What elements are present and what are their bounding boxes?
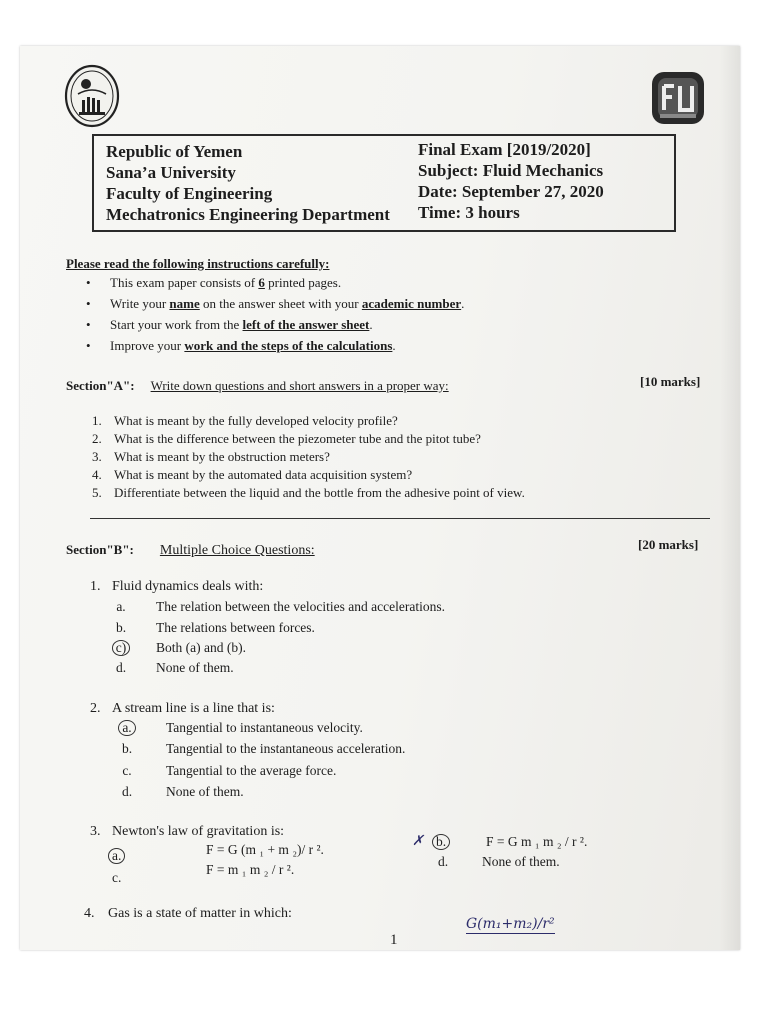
- short-question: 2. What is the difference between the piezometer tube and the pitot tube?: [92, 431, 481, 446]
- mcq-option: a. The relation between the velocities and accelerations.: [116, 599, 445, 614]
- mcq-option-selected: [108, 848, 125, 864]
- mcq-option-letter: c.: [112, 870, 122, 885]
- answer-circle-mark: b.: [432, 834, 450, 850]
- header-department: Mechatronics Engineering Department: [106, 205, 390, 224]
- short-question: 4. What is meant by the automated data acquisition system?: [92, 467, 413, 482]
- formula-option-c: F = m ₁ m ₂ / r ².: [206, 862, 295, 877]
- instructions-title: Please read the following instructions carefully:: [66, 256, 330, 271]
- instruction-item: • Write your name on the answer sheet with your academic number.: [86, 296, 465, 311]
- section-a-heading: [66, 377, 449, 395]
- faculty-emblem-logo: [650, 70, 706, 126]
- mcq-option-letter-circled: [432, 834, 450, 850]
- section-b-description: Multiple Choice Questions:: [159, 543, 315, 558]
- mcq-question: 2. A stream line is a line that is:: [90, 701, 275, 716]
- handwritten-check-mark: ✗: [412, 833, 424, 849]
- section-a-marks: [10 marks]: [640, 374, 701, 389]
- header-date: Date: September 27, 2020: [418, 182, 604, 201]
- answer-circle-mark: a.: [108, 848, 125, 864]
- header-country: Republic of Yemen: [106, 142, 243, 161]
- instruction-item: • Improve your work and the steps of the calculations.: [86, 338, 396, 353]
- mcq-option: b. The relations between forces.: [115, 620, 315, 635]
- short-question: 5. Differentiate between the liquid and the bottle from the adhesive point of view.: [92, 485, 525, 500]
- mcq-option-selected: a. Tangential to instantaneous velocity.: [112, 720, 363, 736]
- mcq-option-selected: c) Both (a) and (b).: [106, 640, 246, 656]
- header-time: Time: 3 hours: [418, 203, 520, 222]
- exam-paper: [20, 46, 740, 950]
- section-b-title: Section"B":: [66, 542, 134, 557]
- section-b-heading: [66, 541, 315, 559]
- formula-option-b: F = G m ₁ m ₂ / r ².: [486, 834, 588, 849]
- mcq-option: d. None of them.: [121, 784, 244, 799]
- mcq-option-letter: d.: [438, 854, 449, 869]
- section-b-marks: [20 marks]: [638, 537, 699, 552]
- bullet-icon: •: [86, 296, 91, 311]
- mcq-question: 4. Gas is a state of matter in which:: [84, 906, 292, 921]
- bullet-icon: •: [86, 317, 91, 332]
- answer-circle-mark: a.: [118, 720, 135, 736]
- header-subject: Subject: Fluid Mechanics: [418, 161, 604, 180]
- header-university: Sana’a University: [106, 163, 236, 182]
- university-seal-logo: [64, 64, 120, 128]
- header-faculty: Faculty of Engineering: [106, 184, 273, 203]
- bullet-icon: •: [86, 275, 91, 290]
- formula-option-a: F = G (m ₁ + m ₂)/ r ².: [206, 842, 324, 857]
- mcq-option: c. Tangential to the average force.: [122, 763, 337, 778]
- instruction-item: • This exam paper consists of 6 printed pages.: [86, 275, 342, 290]
- short-question: 3. What is meant by the obstruction meters?: [92, 449, 330, 464]
- bullet-icon: •: [86, 338, 91, 353]
- short-question: 1. What is meant by the fully developed velocity profile?: [92, 413, 398, 428]
- mcq-option: d. None of them.: [115, 660, 234, 675]
- handwritten-formula-note: G(m₁+m₂)/r²: [466, 916, 555, 932]
- mcq-question: 3. Newton's law of gravitation is:: [90, 824, 285, 839]
- mcq-option: b. Tangential to the instantaneous acceleration.: [121, 741, 406, 756]
- section-a-description: Write down questions and short answers in a proper way:: [150, 378, 449, 393]
- section-a-title: Section"A":: [66, 378, 135, 393]
- answer-circle-mark: c): [112, 640, 131, 656]
- mcq-question: 1. Fluid dynamics deals with:: [90, 579, 264, 594]
- header-exam-title: Final Exam [2019/2020]: [418, 140, 591, 159]
- mcq-option-d-text: None of them.: [482, 854, 560, 869]
- exam-header-box: [92, 134, 676, 232]
- section-divider: [90, 518, 710, 519]
- page-number: 1: [390, 932, 398, 948]
- instruction-item: • Start your work from the left of the answer sheet.: [86, 317, 373, 332]
